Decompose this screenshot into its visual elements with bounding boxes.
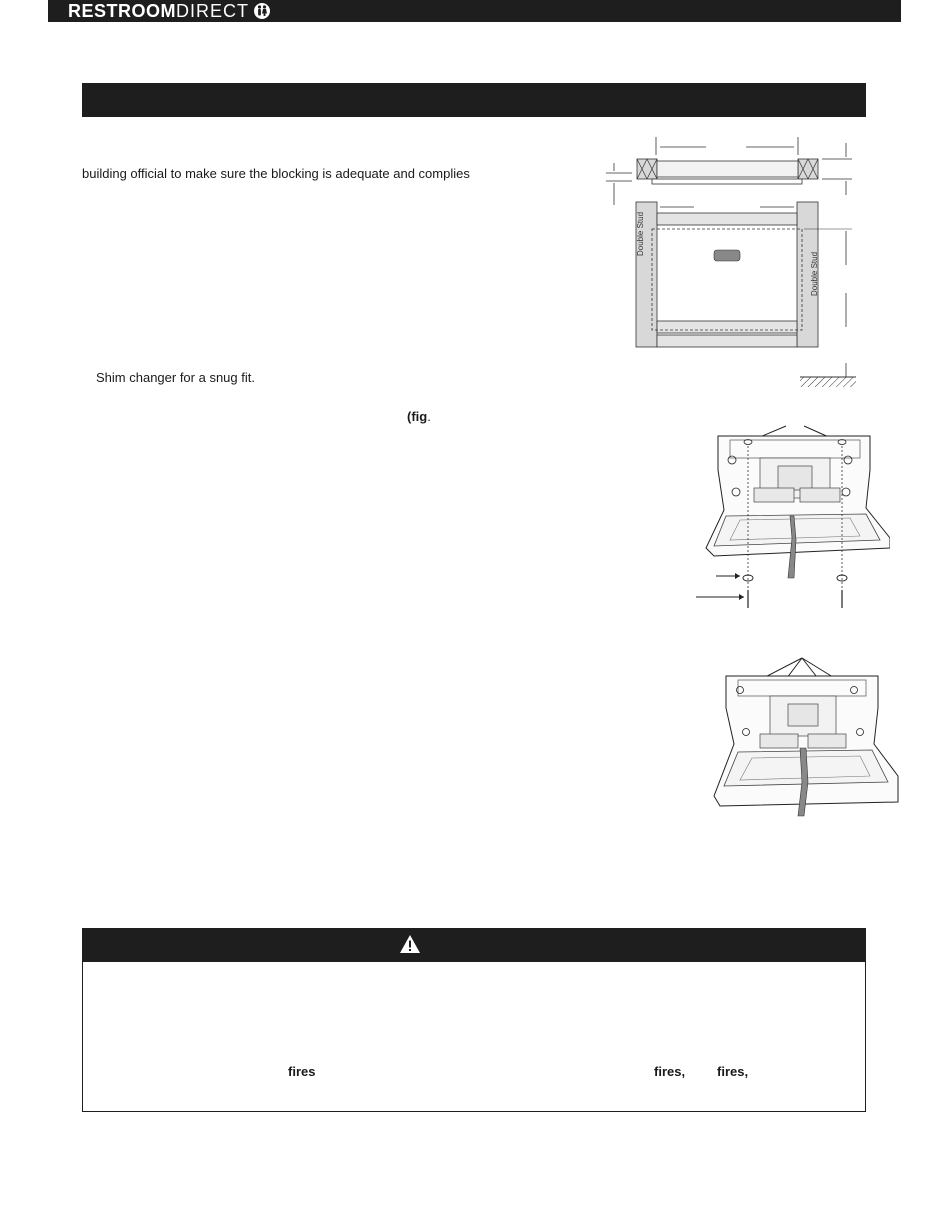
figure-reference (407, 409, 431, 424)
warning-word-fires-2: fires, (654, 1064, 686, 1079)
warning-header-bar (83, 929, 865, 962)
warning-triangle-icon (399, 934, 421, 954)
brand-logo (68, 0, 270, 22)
restroom-people-icon (254, 3, 270, 19)
brand-bold-text: RESTROOM (68, 1, 177, 21)
brand-light-text: DIRECT (176, 1, 250, 21)
right-stud-label: Double Stud (810, 251, 819, 296)
blocking-framing-figure (600, 135, 860, 395)
warning-word-fires-1: fires (288, 1064, 316, 1079)
warning-word-fires-3: fires, (717, 1064, 749, 1079)
changer-mounting-figure (690, 418, 890, 618)
section-header-bar (82, 83, 866, 117)
figure-reference-dot: . (427, 409, 431, 424)
top-brand-bar (48, 0, 901, 22)
changer-screws-figure (710, 652, 900, 820)
blocking-instruction-text: building official to make sure the blocking is adequate and complies (82, 166, 470, 181)
shim-instruction-text: Shim changer for a snug fit. (96, 370, 255, 385)
left-stud-label: Double Stud (636, 211, 645, 256)
figure-reference-text: (fig (407, 409, 428, 424)
warning-box (82, 928, 866, 1112)
